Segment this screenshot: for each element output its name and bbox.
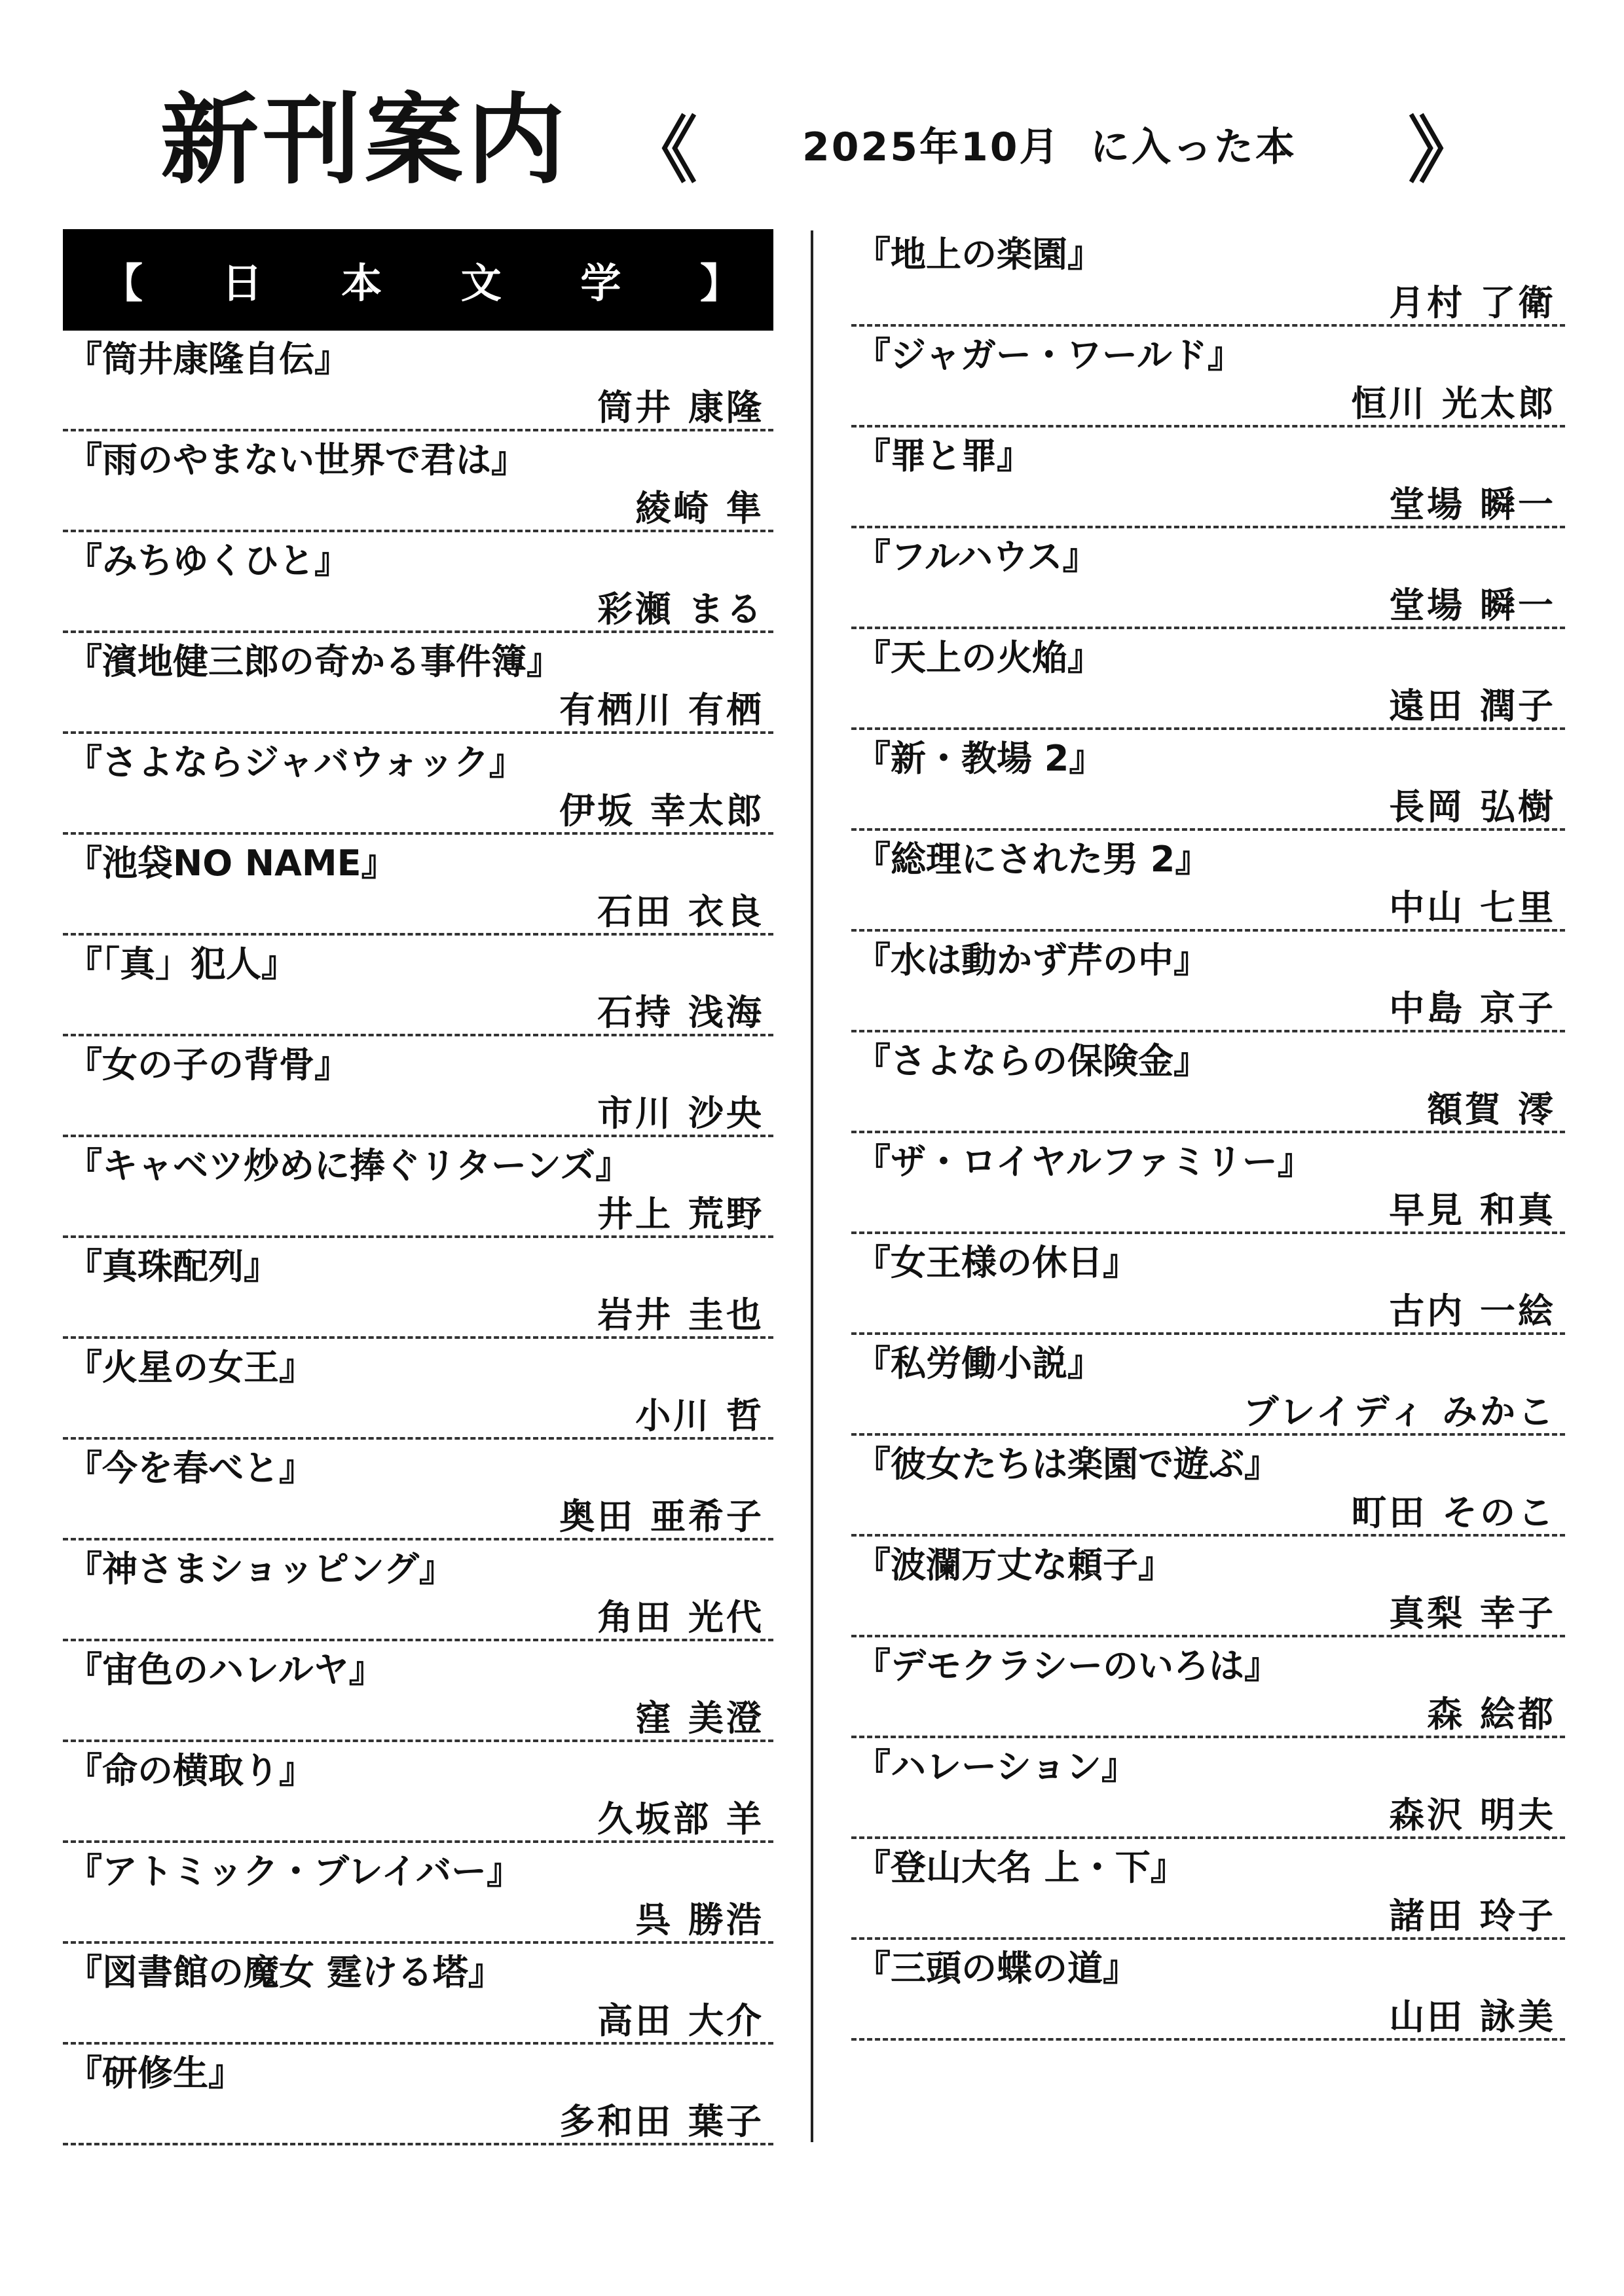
section-heading-char: 日 — [221, 259, 263, 307]
book-title: 『命の横取り』 — [67, 1750, 314, 1791]
book-title: 『フルハウス』 — [855, 536, 1098, 577]
book-entry — [851, 831, 1565, 932]
book-author: 多和田 葉子 — [559, 2101, 764, 2142]
book-author: 角田 光代 — [597, 1597, 764, 1638]
book-entry — [851, 327, 1565, 428]
book-title: 『雨のやまない世界で君は』 — [67, 439, 526, 481]
book-entry — [63, 1137, 773, 1238]
book-entry — [63, 331, 773, 431]
book-title: 『三頭の蝶の道』 — [855, 1948, 1138, 1989]
book-entry — [63, 1238, 773, 1339]
book-title: 『新・教場 2』 — [855, 738, 1105, 779]
column-divider — [811, 230, 813, 2142]
book-author: 山田 詠美 — [1389, 1996, 1556, 2037]
book-author: 市川 沙央 — [597, 1093, 764, 1134]
book-entry — [851, 730, 1565, 831]
left-column — [63, 229, 773, 2145]
book-title: 『罪と罪』 — [855, 435, 1032, 477]
book-author: 高田 大介 — [597, 2000, 764, 2041]
book-entry — [63, 2045, 773, 2145]
book-title: 『キャベツ炒めに捧ぐリターンズ』 — [67, 1145, 631, 1186]
book-entry — [851, 1436, 1565, 1537]
book-entry — [851, 226, 1565, 327]
book-entry — [851, 1537, 1565, 1637]
book-entry — [851, 528, 1565, 629]
book-author: ブレイディ みかこ — [1243, 1391, 1556, 1432]
section-heading-char: 【 — [102, 259, 143, 307]
book-title: 『「真」犯人』 — [67, 943, 297, 985]
book-entry — [851, 1738, 1565, 1839]
book-author: 彩瀬 まる — [597, 589, 764, 630]
book-title: 『今を春べと』 — [67, 1448, 314, 1489]
book-author: 小川 哲 — [635, 1395, 764, 1436]
book-author: 窪 美澄 — [635, 1698, 764, 1739]
book-entry — [851, 1133, 1565, 1234]
book-entry — [63, 431, 773, 532]
book-author: 筒井 康隆 — [597, 387, 764, 428]
book-author: 綾崎 隼 — [635, 488, 764, 529]
book-title: 『研修生』 — [67, 2052, 244, 2094]
header-date: 2025年10月 — [802, 124, 1061, 170]
book-entry — [851, 1940, 1565, 2041]
book-author: 森沢 明夫 — [1389, 1795, 1556, 1836]
book-title: 『真珠配列』 — [67, 1246, 279, 1287]
book-author: 岩井 圭也 — [597, 1294, 764, 1336]
book-title: 『天上の火焔』 — [855, 637, 1103, 678]
book-author: 長岡 弘樹 — [1389, 786, 1556, 828]
book-entry — [63, 1843, 773, 1944]
book-title: 『私労働小説』 — [855, 1343, 1103, 1384]
book-author: 奥田 亜希子 — [559, 1496, 764, 1537]
book-author: 堂場 瞬一 — [1389, 585, 1556, 626]
header-arrival-label: に入った本 — [1090, 124, 1297, 170]
book-title: 『ジャガー・ワールド』 — [855, 335, 1243, 376]
book-entry — [851, 1234, 1565, 1335]
book-author: 諸田 玲子 — [1389, 1895, 1556, 1937]
section-heading-char: 本 — [341, 259, 382, 307]
book-entry — [63, 532, 773, 633]
section-heading-char: 文 — [460, 259, 502, 307]
book-author: 石田 衣良 — [597, 891, 764, 932]
book-title: 『筒井康隆自伝』 — [67, 338, 350, 380]
book-title: 『火星の女王』 — [67, 1347, 314, 1388]
book-title: 『波瀾万丈な頼子』 — [855, 1544, 1173, 1586]
book-author: 伊坂 幸太郎 — [559, 790, 764, 831]
book-author: 有栖川 有栖 — [559, 689, 764, 731]
book-author: 久坂部 羊 — [597, 1798, 764, 1840]
book-entry — [63, 1440, 773, 1540]
page-title: 新刊案内 — [160, 84, 570, 198]
section-heading-char: 】 — [699, 259, 741, 307]
book-author: 真梨 幸子 — [1389, 1593, 1556, 1634]
header-bracket-close: 》 — [1408, 109, 1480, 192]
book-title: 『図書館の魔女 霆ける塔』 — [67, 1952, 504, 1993]
book-author: 石持 浅海 — [597, 992, 764, 1033]
book-title: 『さよならジャバウォック』 — [67, 742, 525, 783]
book-title: 『女の子の背骨』 — [67, 1044, 350, 1085]
book-author: 森 絵都 — [1427, 1694, 1556, 1735]
page-header — [0, 0, 1624, 216]
book-title: 『地上の楽園』 — [855, 234, 1103, 275]
book-title: 『デモクラシーのいろは』 — [855, 1645, 1280, 1686]
book-author: 恒川 光太郎 — [1351, 383, 1556, 424]
book-title: 『みちゆくひと』 — [67, 540, 350, 581]
book-title: 『水は動かず芹の中』 — [855, 939, 1209, 981]
book-entry — [63, 1944, 773, 2045]
book-entry — [63, 1036, 773, 1137]
book-title: 『ハレーション』 — [855, 1746, 1137, 1787]
section-heading-japanese-literature — [63, 229, 773, 331]
book-title: 『登山大名 上・下』 — [855, 1847, 1186, 1888]
book-title: 『女王様の休日』 — [855, 1242, 1138, 1283]
book-entry — [851, 932, 1565, 1032]
book-title: 『さよならの保険金』 — [855, 1040, 1209, 1082]
book-entry — [63, 734, 773, 835]
left-book-list — [63, 331, 773, 2145]
book-author: 古内 一絵 — [1389, 1290, 1556, 1332]
book-author: 額賀 澪 — [1427, 1089, 1556, 1130]
book-entry — [851, 1032, 1565, 1133]
book-entry — [851, 1335, 1565, 1436]
book-entry — [63, 835, 773, 936]
section-heading-char: 学 — [580, 259, 621, 307]
header-bracket-open: 《 — [625, 109, 697, 192]
book-entry — [851, 1637, 1565, 1738]
book-title: 『彼女たちは楽園で遊ぶ』 — [855, 1444, 1280, 1485]
book-author: 中山 七里 — [1389, 887, 1556, 928]
book-title: 『総理にされた男 2』 — [855, 839, 1211, 880]
book-entry — [63, 1339, 773, 1440]
book-entry — [851, 428, 1565, 528]
book-author: 堂場 瞬一 — [1389, 484, 1556, 525]
book-entry — [63, 1540, 773, 1641]
book-entry — [63, 1742, 773, 1843]
book-entry — [63, 936, 773, 1036]
book-title: 『宙色のハレルヤ』 — [67, 1649, 384, 1690]
book-entry — [851, 629, 1565, 730]
book-author: 遠田 潤子 — [1389, 685, 1556, 727]
book-title: 『アトミック・ブレイバー』 — [67, 1851, 522, 1892]
book-author: 呉 勝浩 — [635, 1899, 764, 1941]
book-title: 『池袋NO NAME』 — [67, 843, 397, 884]
book-author: 井上 荒野 — [597, 1194, 764, 1235]
book-entry — [63, 1641, 773, 1742]
book-entry — [63, 633, 773, 734]
book-title: 『濱地健三郎の奇かる事件簿』 — [67, 641, 562, 682]
book-author: 早見 和真 — [1389, 1190, 1556, 1231]
book-author: 月村 了衛 — [1389, 282, 1556, 323]
right-column — [851, 226, 1565, 2041]
book-title: 『神さまショッピング』 — [67, 1548, 454, 1590]
right-book-list — [851, 226, 1565, 2041]
book-author: 中島 京子 — [1389, 988, 1556, 1029]
book-title: 『ザ・ロイヤルファミリー』 — [855, 1141, 1313, 1182]
book-entry — [851, 1839, 1565, 1940]
book-author: 町田 そのこ — [1351, 1492, 1556, 1533]
